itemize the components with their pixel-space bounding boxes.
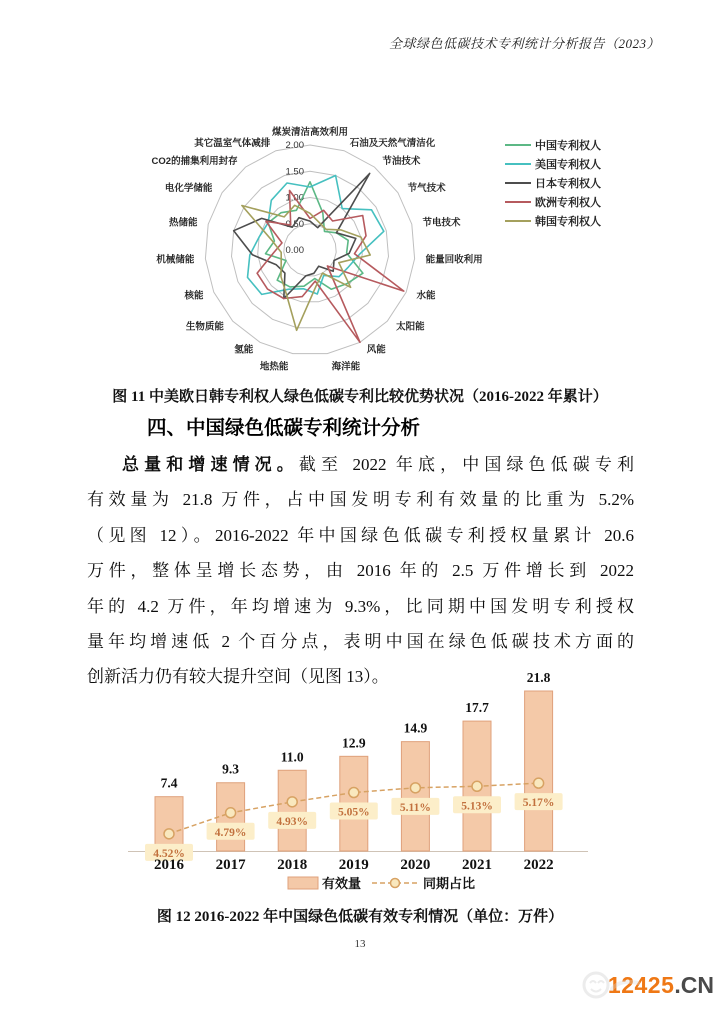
paragraph-line-1-rest: 截至 2022 年底，中国绿色低碳专利	[298, 455, 635, 474]
figure11-caption: 图 11 中美欧日韩专利权人绿色低碳专利比较优势状况（2016-2022 年累计）	[112, 389, 608, 405]
legend-label: 同期占比	[423, 876, 476, 891]
x-axis-year-label: 2019	[338, 857, 369, 873]
trend-marker	[226, 808, 236, 818]
radar-axis-tick: 1.00	[285, 192, 304, 204]
radar-category-label: 机械储能	[156, 254, 195, 266]
radar-category-label: 节电技术	[422, 217, 461, 229]
paragraph-line-3: （见图 12）。2016-2022 年中国绿色低碳专利授权量累计 20.6	[87, 525, 634, 545]
x-axis-year-label: 2018	[277, 857, 308, 873]
bar-line-chart	[110, 666, 610, 901]
radar-category-label: 海洋能	[331, 361, 361, 373]
legend-label: 有效量	[322, 876, 362, 891]
radar-axis-tick: 1.50	[285, 166, 304, 178]
pct-label: 5.13%	[461, 800, 493, 813]
pct-label: 5.11%	[399, 801, 431, 814]
figure12-caption: 图 12 2016-2022 年中国绿色低碳有效专利情况（单位：万件）	[156, 909, 564, 925]
section-heading: 四、中国绿色低碳专利统计分析	[147, 418, 421, 439]
legend-label: 欧洲专利权人	[535, 197, 601, 209]
bar-value-label: 17.7	[465, 700, 489, 716]
paragraph-line-6: 量年均增速低 2 个百分点，表明中国在绿色低碳技术方面的	[87, 631, 634, 651]
radar-category-label: 热储能	[168, 217, 198, 229]
bar	[155, 797, 183, 851]
x-axis-year-label: 2017	[215, 857, 246, 873]
legend-label: 中国专利权人	[535, 140, 601, 152]
x-axis-year-label: 2021	[462, 857, 492, 873]
watermark-number: 12425	[607, 971, 675, 998]
radar-grid-ring	[205, 145, 414, 354]
radar-category-label: 能量回收利用	[425, 254, 483, 266]
pct-label: 4.79%	[214, 826, 247, 839]
bar-value-label: 7.4	[160, 775, 178, 791]
radar-axis-tick: 0.00	[285, 245, 304, 256]
radar-category-label: 电化学储能	[164, 183, 213, 195]
paragraph-line-1	[87, 447, 634, 482]
legend-label: 美国专利权人	[535, 159, 601, 171]
radar-category-label: 其它温室气体减排	[194, 138, 271, 150]
radar-category-label: 水能	[416, 290, 436, 302]
legend-bar-swatch	[288, 877, 318, 889]
bar-value-label: 12.9	[341, 735, 366, 751]
ghost-logo-icon	[578, 965, 642, 1005]
radar-category-label: 氢能	[234, 344, 254, 356]
radar-axis-tick: 2.00	[285, 140, 304, 151]
paragraph-lead-bold: 总量和增速情况。	[122, 455, 299, 474]
pct-label: 4.93%	[276, 815, 309, 828]
paragraph-line-5: 年的 4.2 万件，年均增速为 9.3%，比同期中国发明专利授权	[87, 596, 634, 616]
page-header-title: 全球绿色低碳技术专利统计分析报告（2023）	[388, 36, 660, 51]
legend-label: 韩国专利权人	[535, 216, 601, 228]
trend-marker	[349, 788, 359, 798]
watermark-suffix: .CN	[674, 971, 714, 998]
radar-category-label: 风能	[366, 344, 386, 356]
trend-marker	[472, 781, 482, 791]
bar	[401, 742, 429, 851]
radar-category-label: 节油技术	[382, 155, 421, 167]
paragraph-line-2: 有效量为 21.8 万件，占中国发明专利有效量的比重为 5.2%	[87, 490, 634, 510]
legend-marker	[391, 879, 400, 888]
trend-marker	[287, 797, 297, 807]
page-number: 13	[354, 938, 366, 950]
watermark	[578, 965, 714, 1005]
bar-value-label: 9.3	[222, 761, 240, 777]
radar-category-label: 煤炭清洁高效利用	[271, 127, 349, 138]
bar	[522, 691, 555, 851]
body-paragraph	[87, 447, 634, 695]
radar-category-label: 生物质能	[185, 321, 224, 333]
radar-axis-tick: 0.50	[285, 218, 304, 230]
bar-value-label: 21.8	[526, 670, 551, 685]
x-axis-year-label: 2022	[523, 857, 554, 873]
paragraph-line-7: 创新活力仍有较大提升空间（见图 13）。	[87, 667, 389, 687]
bar-value-label: 14.9	[403, 720, 428, 736]
pct-label: 5.05%	[337, 806, 370, 819]
x-axis-year-label: 2016	[154, 857, 184, 873]
paragraph-line-4: 万件，整体呈增长态势，由 2016 年的 2.5 万件增长到 2022	[87, 561, 634, 581]
radar-category-label: CO2的捕集利用封存	[151, 155, 238, 167]
bar	[276, 770, 309, 851]
radar-category-label: 核能	[184, 290, 204, 302]
x-axis-year-label: 2020	[400, 857, 431, 873]
trend-marker	[164, 829, 174, 839]
legend-label: 日本专利权人	[535, 178, 601, 190]
trend-marker	[410, 783, 420, 793]
pct-label: 5.17%	[522, 797, 555, 810]
bar-value-label: 11.0	[280, 749, 304, 765]
radar-category-label: 太阳能	[396, 321, 425, 333]
pct-label: 4.52%	[153, 847, 185, 860]
radar-chart	[90, 100, 660, 385]
trend-marker	[534, 778, 544, 788]
radar-category-label: 石油及天然气清洁化	[349, 138, 436, 150]
radar-category-label: 地热能	[259, 361, 289, 373]
radar-category-label: 节气技术	[407, 183, 446, 195]
